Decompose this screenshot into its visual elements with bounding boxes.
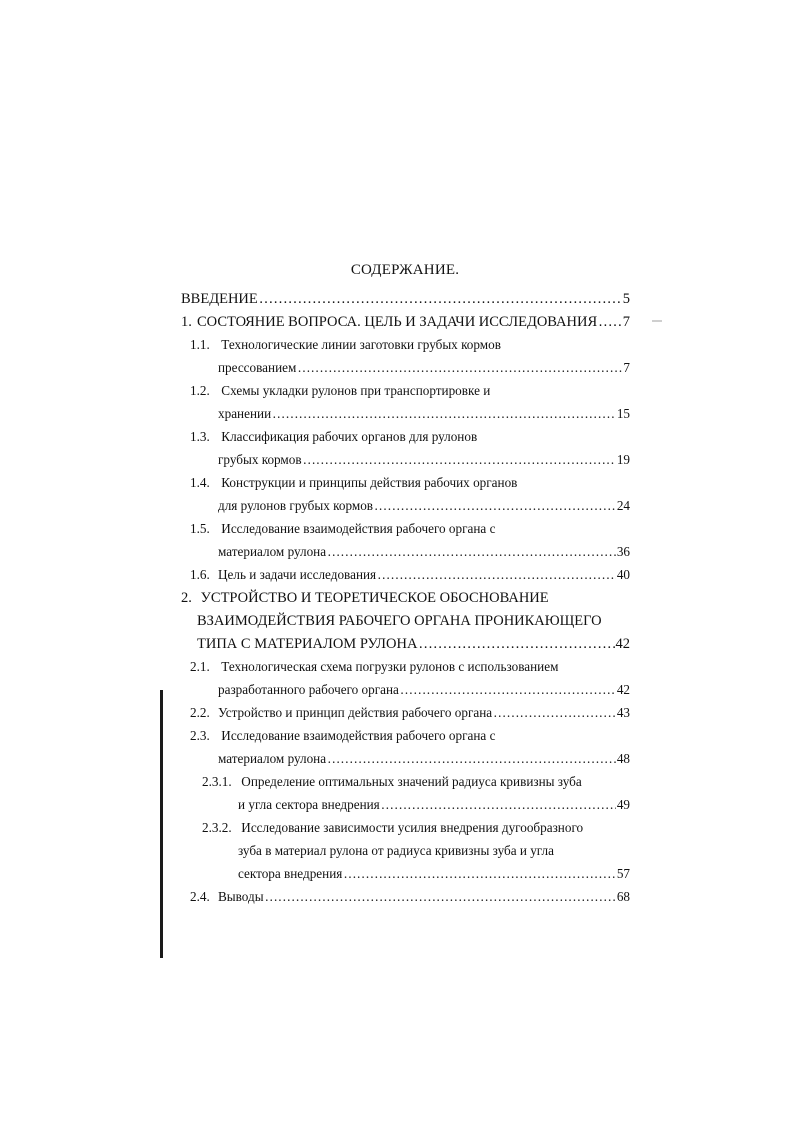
toc-entry-text: для рулонов грубых кормов: [218, 498, 374, 513]
dot-leader: [493, 703, 616, 723]
toc-entry-number: 1.3.: [190, 429, 210, 444]
toc-entry-1-3[interactable]: [190, 427, 630, 447]
toc-entry-text: ВЗАИМОДЕЙСТВИЯ РАБОЧЕГО ОРГАНА ПРОНИКАЮЩЕГО: [197, 613, 602, 629]
toc-page-number: 40: [616, 567, 630, 582]
toc-entry-text: Технологическая схема погрузки рулонов с использованием: [221, 659, 559, 674]
page-title: СОДЕРЖАНИЕ.: [350, 262, 460, 278]
toc-page-number: 49: [616, 797, 630, 812]
toc-entry-number: 1.1.: [190, 337, 210, 352]
toc-entry-1-5-cont[interactable]: [218, 542, 630, 562]
toc-entry-number: 2.1.: [190, 659, 210, 674]
toc-entry-2-1-cont[interactable]: [218, 680, 630, 700]
toc-entry-text: Исследование взаимодействия рабочего органа с: [221, 728, 496, 743]
dot-leader: [303, 450, 616, 470]
toc-entry-text: Исследование зависимости усилия внедрения дугообразного: [241, 820, 584, 835]
toc-entry-number: 2.3.1.: [202, 774, 232, 789]
toc-entry-text: Схемы укладки рулонов при транспортировке и: [221, 383, 491, 398]
toc-entry-text: Определение оптимальных значений радиуса кривизны зуба: [241, 774, 582, 789]
toc-page-number: 48: [616, 751, 630, 766]
dot-leader: [381, 795, 616, 815]
toc-entry-text: ТИПА С МАТЕРИАЛОМ РУЛОНА: [197, 636, 418, 652]
toc-entry-number: 1.2.: [190, 383, 210, 398]
dot-leader: [598, 312, 622, 332]
toc-entry-text: сектора внедрения: [238, 866, 343, 881]
dot-leader: [327, 749, 616, 769]
toc-entry-text: Конструкции и принципы действия рабочих органов: [221, 475, 518, 490]
toc-entry-2-3-cont[interactable]: [218, 749, 630, 769]
toc-entry-2-4[interactable]: [190, 887, 630, 907]
toc-entry-text: и угла сектора внедрения: [238, 797, 380, 812]
toc-entry-text: хранении: [218, 406, 272, 421]
toc-page-number: 5: [622, 291, 630, 307]
toc-page-number: 15: [616, 406, 630, 421]
toc-entry-2-1[interactable]: [190, 657, 630, 677]
dot-leader: [297, 358, 622, 378]
toc-entry-introduction[interactable]: [181, 289, 630, 309]
toc-entry-2-3-2-cont[interactable]: [238, 841, 630, 861]
toc-entry-text: Устройство и принцип действия рабочего органа: [218, 705, 493, 720]
toc-entry-chapter-2[interactable]: [181, 588, 630, 608]
toc-page-number: 68: [616, 889, 630, 904]
toc-entry-text: Исследование взаимодействия рабочего органа с: [221, 521, 496, 536]
toc-entry-number: 1.5.: [190, 521, 210, 536]
toc-entry-1-6[interactable]: [190, 565, 630, 585]
toc-page-number: 36: [616, 544, 630, 559]
toc-entry-number: 2.4.: [190, 889, 210, 904]
toc-entry-2-3-1-cont[interactable]: [238, 795, 630, 815]
toc-entry-text: Технологические линии заготовки грубых кормов: [221, 337, 501, 352]
toc-entry-number: 1.6.: [190, 567, 210, 582]
dot-leader: [374, 496, 616, 516]
toc-entry-number: 2.3.2.: [202, 820, 232, 835]
toc-entry-2-2[interactable]: [190, 703, 630, 723]
toc-entry-number: 2.2.: [190, 705, 210, 720]
toc-entry-text: материалом рулона: [218, 544, 327, 559]
toc-entry-2-3-2[interactable]: [202, 818, 630, 838]
toc-page-number: 42: [615, 636, 630, 652]
dot-leader: [259, 289, 622, 309]
toc-entry-1-5[interactable]: [190, 519, 630, 539]
toc-entry-text: Цель и задачи исследования: [218, 567, 377, 582]
toc-entry-1-4[interactable]: [190, 473, 630, 493]
dot-leader: [272, 404, 616, 424]
toc-page-number: 7: [623, 360, 630, 375]
toc-page-number: 57: [616, 866, 630, 881]
toc-entry-chapter-2-cont[interactable]: [197, 611, 630, 631]
toc-entry-text: Классификация рабочих органов для рулонов: [221, 429, 478, 444]
toc-entry-1-1[interactable]: [190, 335, 630, 355]
toc-entry-number: 2.: [181, 590, 192, 606]
dot-leader: [400, 680, 616, 700]
toc-entry-2-3[interactable]: [190, 726, 630, 746]
toc-entry-1-2[interactable]: [190, 381, 630, 401]
dot-leader: [377, 565, 616, 585]
toc-entry-text: разработанного рабочего органа: [218, 682, 399, 697]
toc-entry-chapter-2-cont[interactable]: [197, 634, 630, 654]
dot-leader: [327, 542, 616, 562]
scan-speck: [652, 320, 662, 322]
toc-entry-text: СОСТОЯНИЕ ВОПРОСА. ЦЕЛЬ И ЗАДАЧИ ИССЛЕДОВАНИЯ: [197, 314, 598, 330]
toc-entry-number: 1.: [181, 314, 192, 330]
toc-page-number: 7: [622, 314, 630, 330]
dot-leader: [265, 887, 616, 907]
toc-entry-text: зуба в материал рулона от радиуса кривизны зуба и угла: [238, 843, 554, 858]
toc-entry-1-2-cont[interactable]: [218, 404, 630, 424]
toc-entry-text: УСТРОЙСТВО И ТЕОРЕТИЧЕСКОЕ ОБОСНОВАНИЕ: [200, 590, 549, 606]
dot-leader: [343, 864, 615, 884]
toc-entry-1-3-cont[interactable]: [218, 450, 630, 470]
toc-entry-text: Выводы: [218, 889, 264, 904]
toc-page-number: 42: [616, 682, 630, 697]
toc-entry-text: ВВЕДЕНИЕ: [181, 291, 258, 307]
toc-entry-2-3-1[interactable]: [202, 772, 630, 792]
dot-leader: [418, 634, 614, 654]
toc-entry-text: прессованием: [218, 360, 297, 375]
toc-entry-2-3-2-cont[interactable]: [238, 864, 630, 884]
toc-entry-chapter-1[interactable]: [181, 312, 630, 332]
toc-page-number: 24: [616, 498, 630, 513]
toc-entry-number: 1.4.: [190, 475, 210, 490]
toc-entry-1-1-cont[interactable]: [218, 358, 630, 378]
toc-page-number: 19: [616, 452, 630, 467]
toc-entry-text: материалом рулона: [218, 751, 327, 766]
scan-edge-mark: [160, 690, 163, 958]
toc-entry-text: грубых кормов: [218, 452, 302, 467]
toc-page-number: 43: [616, 705, 630, 720]
toc-entry-1-4-cont[interactable]: [218, 496, 630, 516]
toc-entry-number: 2.3.: [190, 728, 210, 743]
